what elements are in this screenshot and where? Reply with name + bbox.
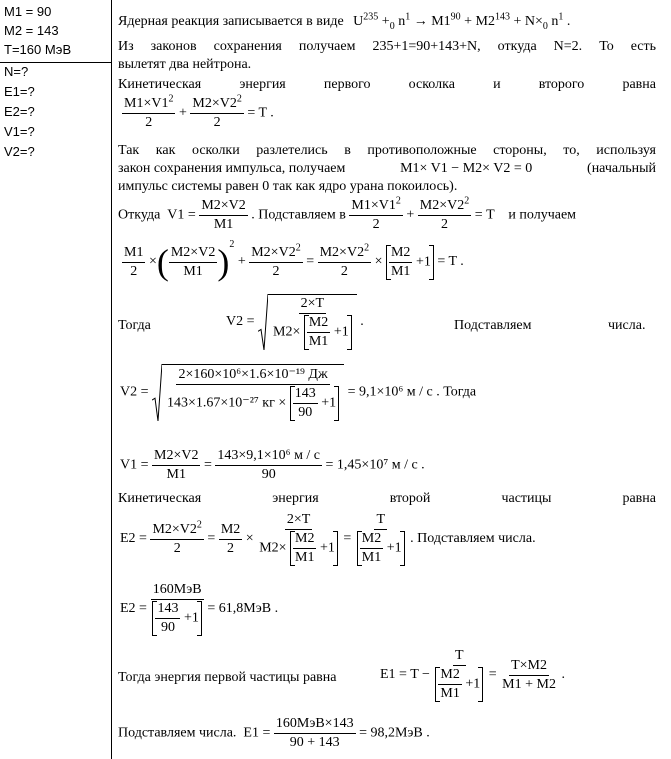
momentum-line-1: Так как осколки разлетелись в противоположные стороны, то, используя <box>118 143 656 158</box>
v2-formula: V2 = 2×T M2× $\frac{M2}{M1}$ +1 . <box>226 296 364 349</box>
e2-numeric: E2 = 160МэВ $\frac{143}{90}$ +1 = 61,8МэВ . <box>120 582 279 635</box>
togda-e1-label: Тогда энергия первой частицы равна <box>118 670 337 685</box>
momentum-line-3: импульс системы равен 0 так как ядро урана покоилось). <box>118 179 458 194</box>
v1-expression-line: Откуда V1 = $\frac{M2\times V2}{M1}$ . Подставляем в $\frac{M1\times V1^2}{2}$ + $\frac{M2\times V2^2}{2}$ = T и получаем <box>118 195 577 232</box>
reaction-line: Ядерная реакция записывается в виде $U^{235} +_0$ $n^1 \to M1^{90} + M2^{143} + N\times_0$ $n^1$ . <box>118 11 571 32</box>
chisla-label: числа. <box>608 318 646 333</box>
e1-formula: E1 = T − T $\frac{M2}{M1}$ +1 = $\frac{T\times M2}{M1 + M2}$ . <box>380 648 565 701</box>
combined-equation: $\frac{M1}{2}$ ×( $\frac{M2\times V2}{M1}$ )$^2$ + $\frac{M2\times V2^2}{2}$ = $\frac{M2\times V2^2}{2}$ × $\frac{M2}{M1}$ +1 = T . <box>124 239 464 282</box>
v2-numeric: V2 = 2×160×10⁶×1.6×10⁻¹⁹ Дж 143×1.67×10⁻²⁷ кг × $\frac{143}{90}$ +1 = 9,1×10⁶ м / с . Тогда <box>120 364 476 421</box>
unknown-v2: V2=? <box>4 144 35 159</box>
e1-numeric: Подставляем числа. E1 = $\frac{\text{160МэВ×143}}{90 + 143}$ = 98,2МэВ . <box>118 716 430 750</box>
ek-sum-equation: $\frac{M1\times V1^2}{2}$ + $\frac{M2\times V2^2}{2}$ = T . <box>124 93 274 130</box>
togda-label: Тогда <box>118 318 151 333</box>
unknown-n: N=? <box>4 64 29 79</box>
column-divider <box>111 0 112 759</box>
conservation-line-2: вылетят два нейтрона. <box>118 57 252 72</box>
e2-formula: E2 = $\frac{M2\times V2^2}{2}$ = $\frac{M2}{2}$ × 2×T M2× $\frac{M2}{M1}$ +1 = T $\frac{M2}{M1}$ +1 . Подставляем числа. <box>120 512 536 565</box>
given-m2: M2 = 143 <box>4 23 59 38</box>
unknown-v1: V1=? <box>4 124 35 139</box>
given-m1: M1 = 90 <box>4 4 52 19</box>
kinetic-second-line: Кинетическая энергия второй частицы равна <box>118 491 656 506</box>
unknown-e2: E2=? <box>4 104 35 119</box>
conservation-line-1: Из законов сохранения получаем 235+1=90+143+N, откуда N=2. То есть <box>118 39 656 54</box>
unknown-e1: E1=? <box>4 84 35 99</box>
given-panel <box>0 0 110 759</box>
v1-numeric: V1 = $\frac{M2\times V2}{M1}$ = $\frac{\text{143×9,1×10⁶ м / с}}{90}$ = 1,45×10⁷ м / с . <box>120 448 425 482</box>
kinetic-line: Кинетическая энергия первого осколка и второго равна <box>118 77 656 92</box>
podstavlyaem-label: Подставляем <box>454 318 532 333</box>
given-divider <box>0 62 111 63</box>
given-t: T=160 МэВ <box>4 42 72 57</box>
momentum-line-2: закон сохранения импульса, получаем M1× V1 − M2× V2 = 0 (начальный <box>118 161 656 176</box>
